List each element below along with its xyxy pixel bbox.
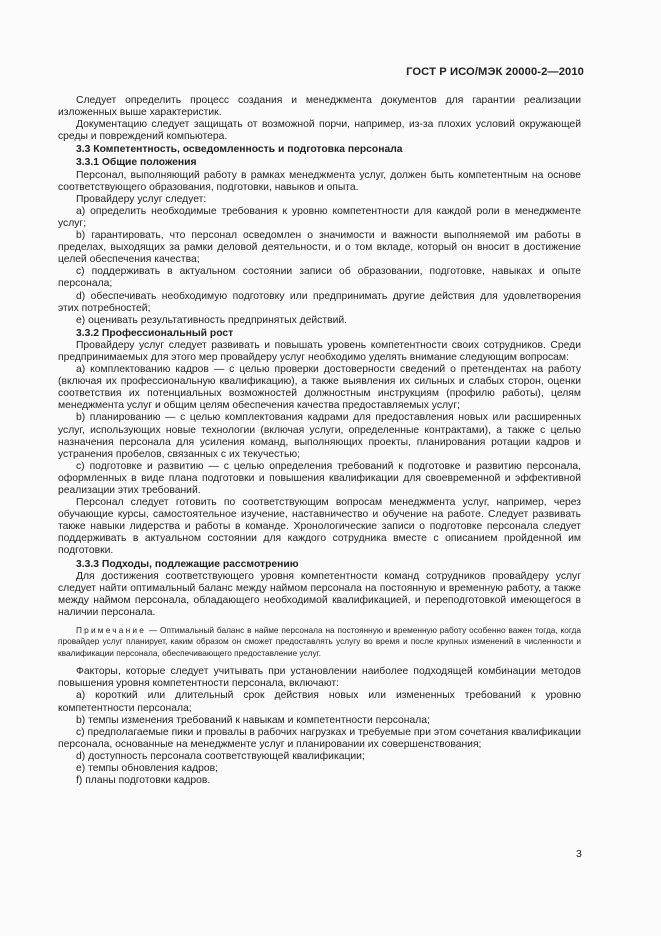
list-item: c) подготовке и развитию — с целью определения требований к подготовке и развитию персонала, оформленных в виде плана подготовки и повышения квалификации для своевременной и эффективной реализации этих требований. [58,460,581,496]
list-item: e) темпы обновления кадров; [76,763,219,774]
section-heading: 3.3 Компетентность, осведомленность и подготовка персонала [76,144,403,156]
list-item: a) определить необходимые требования к уровню компетентности для каждой роли в менеджменте услуг; [58,205,581,229]
paragraph: Следует определить процесс создания и менеджмента документов для гарантии реализации изложенных выше характеристик. [58,95,581,119]
list-item: a) комплектованию кадров — с целью проверки достоверности сведений о претендентах на работу (включая их профессиональную квалификацию), а также выявления их сильных и слабых сторон, оценки соответствия их потенциальных возможностей должностным инструкциям (профилю работы), целям менеджмента услуг и общим целям обеспечения качества предоставляемых услуг; [58,364,581,412]
paragraph: Провайдеру услуг следует развивать и повышать уровень компетентности своих сотрудников. Среди предпринимаемых для этого мер провайдеру услуг необходимо уделять внимание следующим вопросам: [58,339,581,363]
list-item: d) обеспечивать необходимую подготовку или предпринимать другие действия для удовлетворения этих потребностей; [58,290,581,314]
list-item: c) поддерживать в актуальном состоянии записи об образовании, подготовке, навыках и опыте персонала; [58,266,581,290]
paragraph: Персонал следует готовить по соответствующим вопросам менеджмента услуг, например, через обучающие курсы, самостоятельное изучение, наставничество и обучение на работе. Следует развивать также навыки лидерства и работы в команде. Хронологические записи о подготовке персонала следует поддерживать в актуальном состоянии для каждого сотрудника вместе с описанием пройденной им подготовки. [58,497,581,557]
subsection-heading: 3.3.3 Подходы, подлежащие рассмотрению [76,558,299,570]
subsection-heading: 3.3.2 Профессиональный рост [76,327,234,339]
page-number: 3 [576,848,582,860]
document-body [58,95,581,787]
list-item: d) доступность персонала соответствующей квалификации; [76,750,365,762]
paragraph: Факторы, которые следует учитывать при установлении наиболее подходящей комбинации методов повышения уровня компетентности персонала, включают: [58,666,581,690]
list-item: a) короткий или длительный срок действия новых или измененных требований к уровню компетентности персонала; [58,690,581,714]
note-text: — Оптимальный баланс в найме персонала на постоянную и временную работу особенно важен тогда, когда провайдер услуг планирует, каким образом он сможет предоставлять услугу во время и после крупных изменений в численности и квалификации персонала, обеспечивающего предоставление услуг. [58,625,581,658]
list-item: b) темпы изменения требований к навыкам и компетентности персонала; [76,714,430,726]
paragraph: Документацию следует защищать от возможной порчи, например, из-за плохих условий окружающей среды и повреждений компьютера. [58,119,581,143]
note-label: Примечание [76,625,147,636]
note [58,625,581,659]
paragraph: Для достижения соответствующего уровня компетентности команд сотрудников провайдеру услуг следует найти оптимальный баланс между наймом персонала на постоянную и временную работу, а также между наймом персонала, обладающего необходимой квалификацией, и переподготовкой имеющегося в наличии персонала. [58,570,581,618]
document-header: ГОСТ Р ИСО/МЭК 20000-2—2010 [406,66,584,78]
subsection-heading: 3.3.1 Общие положения [76,157,197,169]
list-item: f) планы подготовки кадров. [76,775,211,787]
list-item: c) предполагаемые пики и провалы в рабочих нагрузках и требуемые при этом сочетания квалификации персонала, основанные на менеджменте услуг и планировании их совершенствования; [58,726,581,750]
paragraph: Персонал, выполняющий работу в рамках менеджмента услуг, должен быть компетентным на основе соответствующего образования, подготовки, навыков и опыта. [58,169,581,193]
list-item: b) гарантировать, что персонал осведомлен о значимости и важности выполняемой им работы в пределах, выходящих за рамки деловой деятельности, и о том вкладе, который он вносит в достижение целей обеспечения качества; [58,230,581,266]
list-item: e) оценивать результативность предпринятых действий. [76,314,348,326]
paragraph: Провайдеру услуг следует: [76,193,207,205]
list-item: b) планированию — с целью комплектования кадрами для предоставления новых или расширенных услуг, использующих новые технологии (включая услуги, определенные контрактами), а также с целью назначения персонала для усиления команд, выполняющих проекты, планирования ротации кадров и устранения пробелов, связанных с их текучестью; [58,412,581,460]
